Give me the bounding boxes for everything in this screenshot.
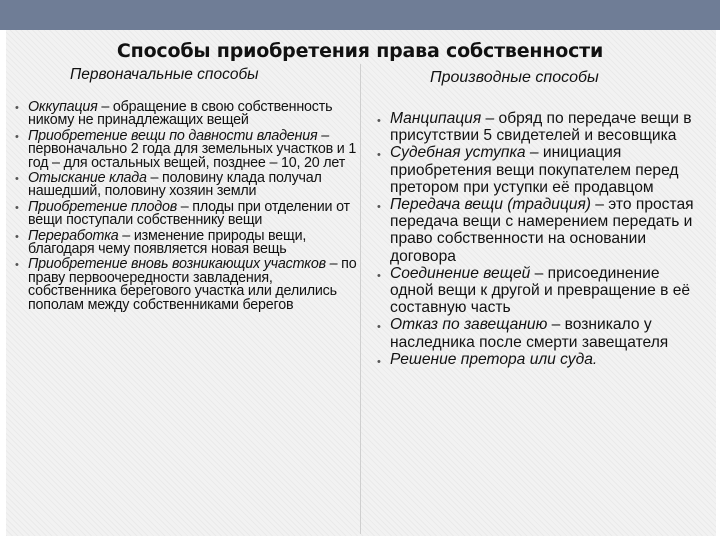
item-text: – присоединение одной вещи к другой и превращение в её составную часть: [390, 264, 691, 317]
item-text: – изменение природы вещи, благодаря чему появляется новая вещь: [28, 227, 307, 258]
bullet-icon: •: [377, 321, 381, 334]
list-item: [6, 101, 358, 128]
list-item: [368, 110, 704, 144]
item-text: – плоды при отделении от вещи поступали собственнику вещи: [28, 198, 350, 229]
item-term: Соединение вещей: [390, 264, 531, 282]
item-text: – возникало у наследника после смерти завещателя: [390, 316, 669, 351]
bullet-icon: •: [377, 201, 381, 214]
item-term: Переработка: [28, 227, 119, 244]
list-item: [368, 265, 704, 317]
bullet-icon: •: [15, 173, 19, 186]
item-term: Манципация: [390, 110, 482, 127]
column-divider: [360, 64, 361, 534]
right-column-heading: Производные способы: [430, 69, 599, 86]
bullet-icon: •: [377, 149, 381, 162]
item-term: Судебная уступка: [390, 144, 526, 162]
item-term: Оккупация: [28, 99, 98, 115]
item-text: – это простая передача вещи с намерением передать и право собственности на основании договора: [390, 196, 694, 265]
list-item: [368, 196, 704, 265]
list-item: [6, 227, 358, 258]
list-item: [368, 316, 704, 350]
right-column-list: [368, 110, 704, 368]
list-item: [6, 198, 358, 229]
bullet-icon: •: [15, 230, 19, 243]
list-item: [368, 351, 704, 368]
bullet-icon: •: [15, 130, 19, 143]
item-text: – обряд по передаче вещи в присутствии 5 свидетелей и весовщика: [390, 110, 692, 145]
list-item: [6, 172, 358, 199]
item-term: Приобретение вещи по давности владения: [28, 127, 318, 144]
item-text: – первоначально 2 года для земельных участков и 1 год – для остальных вещей, позднее – 10, 20 лет: [28, 127, 357, 171]
item-term: Решение претора или суда.: [390, 350, 598, 368]
bullet-icon: •: [377, 269, 381, 282]
list-item: [368, 144, 704, 196]
left-column-list: [6, 101, 358, 314]
item-text: – половину клада получал нашедший, половину хозяин земли: [28, 170, 322, 200]
item-term: Приобретение вновь возникающих участков: [28, 256, 326, 273]
item-term: Передача вещи (традиция): [390, 196, 591, 214]
item-term: Отыскание клада: [28, 170, 147, 187]
bullet-icon: •: [15, 201, 19, 214]
item-term: Приобретение плодов: [28, 198, 177, 215]
item-text: – по праву первоочередности завладения, собственника берегового участка или делились пополам между собственниками берегов: [28, 256, 357, 313]
bullet-icon: •: [377, 355, 381, 368]
list-item: [6, 127, 358, 171]
slide-title: Способы приобретения права собственности: [116, 40, 604, 62]
left-column-heading: Первоначальные способы: [70, 66, 259, 83]
bullet-icon: •: [377, 115, 381, 127]
bullet-icon: •: [15, 259, 19, 272]
list-item: [6, 258, 358, 312]
bullet-icon: •: [15, 102, 19, 114]
item-text: – обращение в свою собственность никому не принадлежащих вещей: [28, 99, 333, 129]
item-term: Отказ по завещанию: [390, 316, 548, 334]
top-band: [0, 0, 720, 30]
item-text: – инициация приобретения вещи покупателем перед претором при уступки её продавцом: [390, 144, 679, 196]
